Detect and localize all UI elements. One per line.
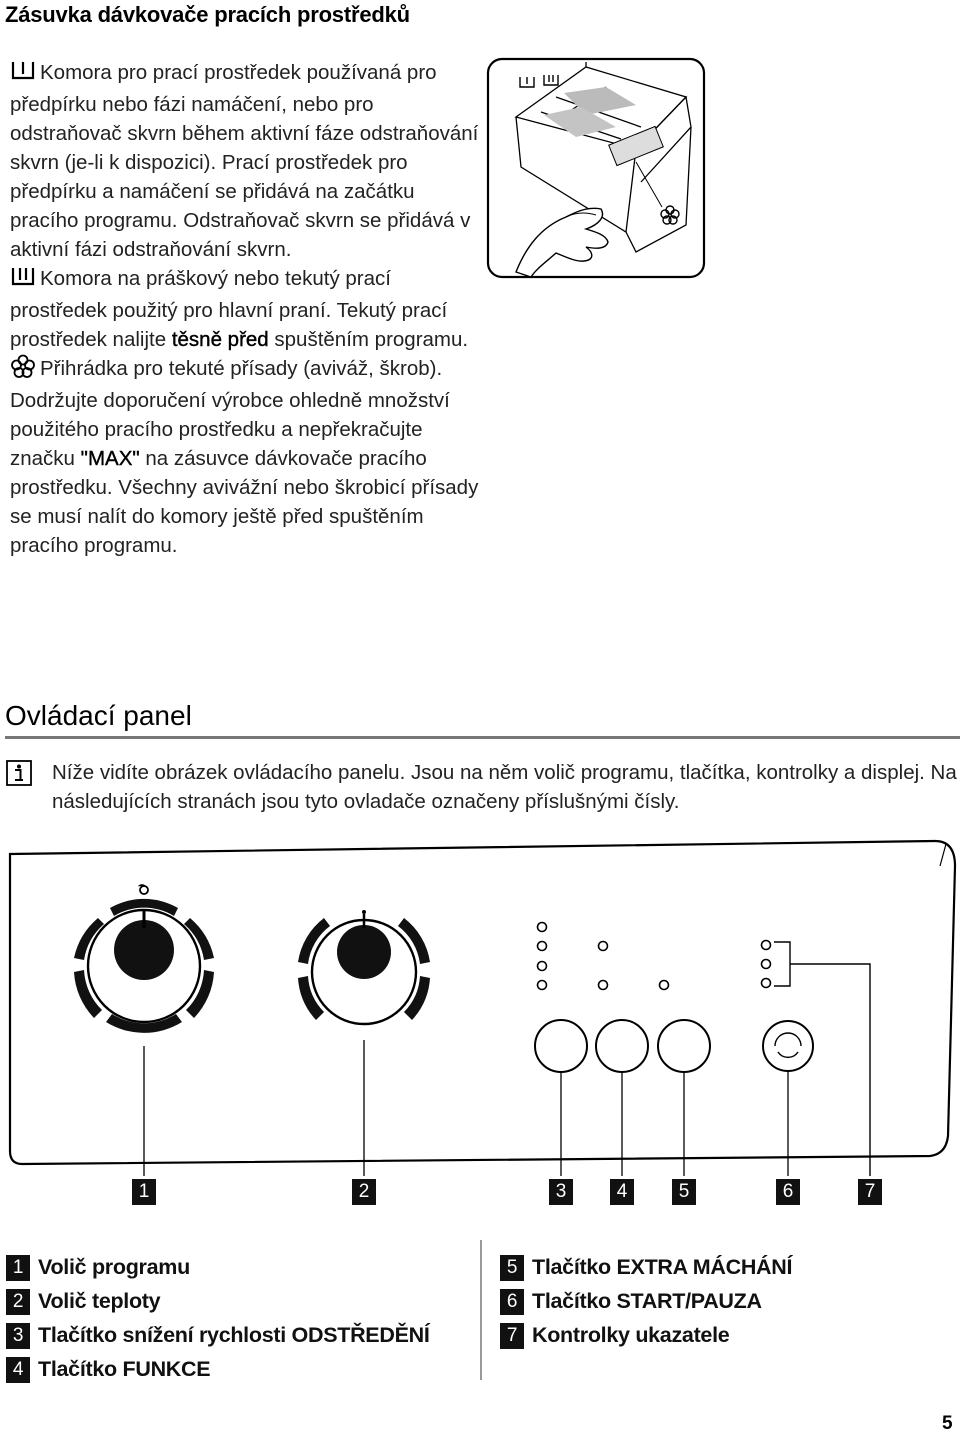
mainwash-text-end: spuštěním programu. bbox=[274, 328, 469, 351]
page-number: 5 bbox=[942, 1413, 953, 1434]
callout-2: 2 bbox=[352, 1179, 376, 1205]
section-title-dispenser: Zásuvka dávkovače pracích prostředků bbox=[5, 2, 410, 27]
callout-3: 3 bbox=[549, 1179, 573, 1205]
panel-buttons bbox=[535, 1020, 813, 1072]
legend-num: 4 bbox=[6, 1357, 30, 1383]
legend-label: Tlačítko EXTRA MÁCHÁNÍ bbox=[532, 1255, 793, 1279]
legend-num: 2 bbox=[6, 1289, 30, 1315]
callout-4: 4 bbox=[610, 1179, 634, 1205]
legend-num: 1 bbox=[6, 1255, 30, 1281]
legend-label: Tlačítko snížení rychlosti ODSTŘEDĚNÍ bbox=[38, 1323, 430, 1347]
mainwash-text: Komora na práškový nebo tekutý prací prostředek použitý pro hlavní praní. Tekutý prací prostředek nalijte bbox=[10, 267, 448, 351]
legend-item-6 bbox=[500, 1287, 762, 1315]
prewash-text: Komora pro prací prostředek používaná pro předpírku nebo fázi namáčení, nebo pro odstraňovač skvrn během aktivní fáze odstraňování skvrn (je-li k dispozici). Prací prostředek pro předpírku a namáčení se přidává na začátku pracího programu. Odstraňovač skvrn se přidává v aktivní fázi odstraňování skvrn. bbox=[10, 61, 479, 261]
callout-5: 5 bbox=[672, 1179, 696, 1205]
legend-num: 3 bbox=[6, 1323, 30, 1349]
dosage-text-end: na zásuvce dávkovače pracího prostředku. Všechny avivážní nebo škrobicí přísady se musí nalít do komory ještě před spuštěním pracího programu. bbox=[10, 447, 479, 557]
legend-label: Kontrolky ukazatele bbox=[532, 1323, 730, 1347]
legend-divider bbox=[480, 1240, 482, 1380]
legend-label: Volič programu bbox=[38, 1255, 190, 1279]
indicator-leds bbox=[538, 923, 771, 990]
control-panel-note: Níže vidíte obrázek ovládacího panelu. Jsou na něm volič programu, tlačítka, kontrolky a displej. Na následujících stranách jsou tyto ovladače označeny příslušnými čísly. bbox=[52, 761, 957, 813]
max-mark-emphasis: "MAX" bbox=[80, 447, 140, 470]
callout-6: 6 bbox=[776, 1179, 800, 1205]
legend-item-3 bbox=[6, 1321, 430, 1349]
legend-num: 7 bbox=[500, 1323, 524, 1349]
section-title-control-panel: Ovládací panel bbox=[5, 700, 192, 731]
program-knob bbox=[64, 886, 224, 1046]
mainwash-emphasis: těsně před bbox=[171, 328, 269, 351]
softener-text: Přihrádka pro tekuté přísady (aviváž, škrob). bbox=[40, 357, 443, 380]
legend-label: Volič teploty bbox=[38, 1289, 161, 1313]
legend-item-7 bbox=[500, 1321, 729, 1349]
temperature-knob bbox=[298, 910, 430, 1024]
callout-1: 1 bbox=[132, 1179, 156, 1205]
legend-label: Tlačítko FUNKCE bbox=[38, 1357, 211, 1381]
legend-num: 5 bbox=[500, 1255, 524, 1281]
legend-num: 6 bbox=[500, 1289, 524, 1315]
legend-item-5 bbox=[500, 1253, 792, 1281]
dosage-text: Dodržujte doporučení výrobce ohledně množství použitého pracího prostředku a nepřekračujte značku bbox=[10, 389, 450, 470]
legend-item-1 bbox=[6, 1253, 190, 1281]
legend-item-2 bbox=[6, 1287, 160, 1315]
legend-item-4 bbox=[6, 1355, 210, 1383]
legend-label: Tlačítko START/PAUZA bbox=[532, 1289, 762, 1313]
callout-7: 7 bbox=[858, 1179, 882, 1205]
